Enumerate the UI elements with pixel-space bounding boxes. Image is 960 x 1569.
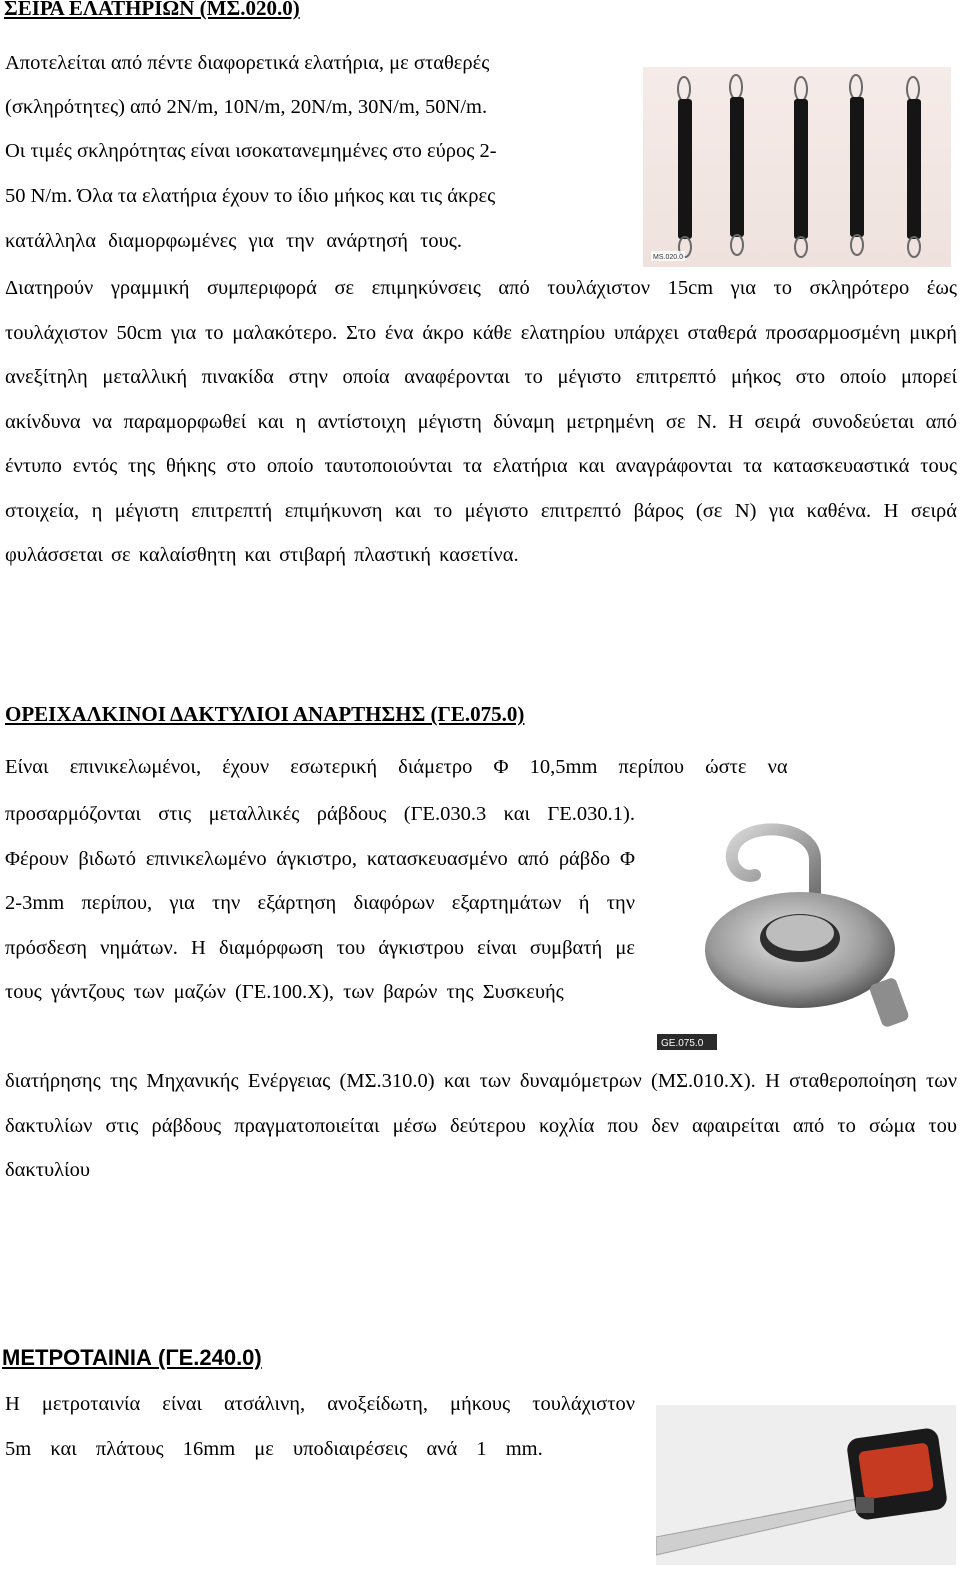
ring-illustration	[655, 800, 958, 1053]
rings-side-paragraph: προσαρμόζονται στις μεταλλικές ράβδους (ΓΕ.030.3 και ΓΕ.030.1). Φέρουν βιδωτό επινικελωμένο άγκιστρο, κατασκευασμένο από ράβδο Φ 2-3mm περίπου, για την εξάρτηση διαφόρων εξαρτημάτων ή την πρόσδεση νημάτων. Η διαμόρφωση του άγκιστρου είναι συμβατή με τους γάντζους των μαζών (ΓΕ.100.Χ), των βαρών της Συσκευής	[5, 803, 635, 1003]
rings-photo-label: GE.075.0	[661, 1038, 704, 1049]
springs-photo	[643, 67, 951, 267]
tape-photo	[656, 1405, 956, 1565]
spring-4	[850, 75, 864, 255]
springs-illustration	[643, 67, 951, 267]
spring-5	[907, 77, 921, 257]
rings-photo	[655, 800, 958, 1053]
section-heading-rings: ΟΡΕΙΧΑΛΚΙΝΟΙ ΔΑΚΤΥΛΙΟΙ ΑΝΑΡΤΗΣΗΣ (ΓΕ.075.0)	[5, 702, 525, 726]
tape-paragraph: Η μετροταινία είναι ατσάλινη, ανοξείδωτη, μήκους τουλάχιστον 5m και πλάτους 16mm με υποδιαιρέσεις ανά 1 mm.	[5, 1393, 635, 1460]
hook-shape	[732, 829, 815, 900]
section-heading-tape: ΜΕΤΡΟΤΑΙΝΙΑ (ΓΕ.240.0)	[2, 1345, 262, 1370]
rings-first-line: Είναι επινικελωμένοι, έχουν εσωτερική διάμετρο Φ 10,5mm περίπου ώστε να	[5, 756, 788, 778]
spring-1	[678, 77, 692, 257]
text-line: 50 N/m. Όλα τα ελατήρια έχουν το ίδιο μήκος και τις άκρες	[5, 185, 496, 207]
springs-photo-label: MS.020.0	[653, 254, 683, 261]
spring-2	[730, 75, 744, 255]
tape-illustration	[656, 1405, 956, 1565]
rings-paragraph: διατήρησης της Μηχανικής Ενέργειας (ΜΣ.310.0) και των δυναμόμετρων (ΜΣ.010.Χ). Η σταθεροποίηση των δακτυλίων στις ράβδους πραγματοποιείται μέσω δεύτερου κοχλία που δεν αφαιρείται από το σώμα του δακτυλίου	[5, 1070, 957, 1181]
set-screw	[868, 977, 910, 1029]
spring-3	[794, 77, 808, 257]
text-line: κατάλληλα διαμορφωμένες για την ανάρτησή τους.	[5, 230, 463, 252]
text-line: (σκληρότητες) από 2N/m, 10N/m, 20N/m, 30N/m, 50N/m.	[5, 96, 488, 118]
text-line: Αποτελείται από πέντε διαφορετικά ελατήρια, με σταθερές	[5, 52, 490, 74]
section-heading-springs: ΣΕΙΡΑ ΕΛΑΤΗΡΙΩΝ (ΜΣ.020.0)	[4, 0, 300, 20]
springs-paragraph: Διατηρούν γραμμική συμπεριφορά σε επιμηκύνσεις από τουλάχιστον 15cm για το σκληρότερο έως τουλάχιστον 50cm για το μαλακότερο. Στο ένα άκρο κάθε ελατηρίου υπάρχει σταθερά προσαρμοσμένη μικρή ανεξίτηλη μεταλλική πινακίδα στην οποία αναφέρονται το μέγιστο επιτρεπτό μήκος στο οποίο μπορεί ακίνδυνα να παραμορφωθεί και η αντίστοιχη μέγιστη δύναμη μετρημένη σε N. Η σειρά συνοδεύεται από έντυπο εντός της θήκης στο οποίο ταυτοποιούνται τα ελατήρια και αναγράφονται τα κατασκευαστικά τους στοιχεία, η μέγιστη επιτρεπτή επιμήκυνση και το μέγιστο επιτρεπτό βάρος (σε N) για καθένα. Η σειρά φυλάσσεται σε καλαίσθητη και στιβαρή πλαστική κασετίνα.	[5, 277, 957, 566]
text-line: Οι τιμές σκληρότητας είναι ισοκατανεμημένες στο εύρος 2-	[5, 140, 497, 162]
